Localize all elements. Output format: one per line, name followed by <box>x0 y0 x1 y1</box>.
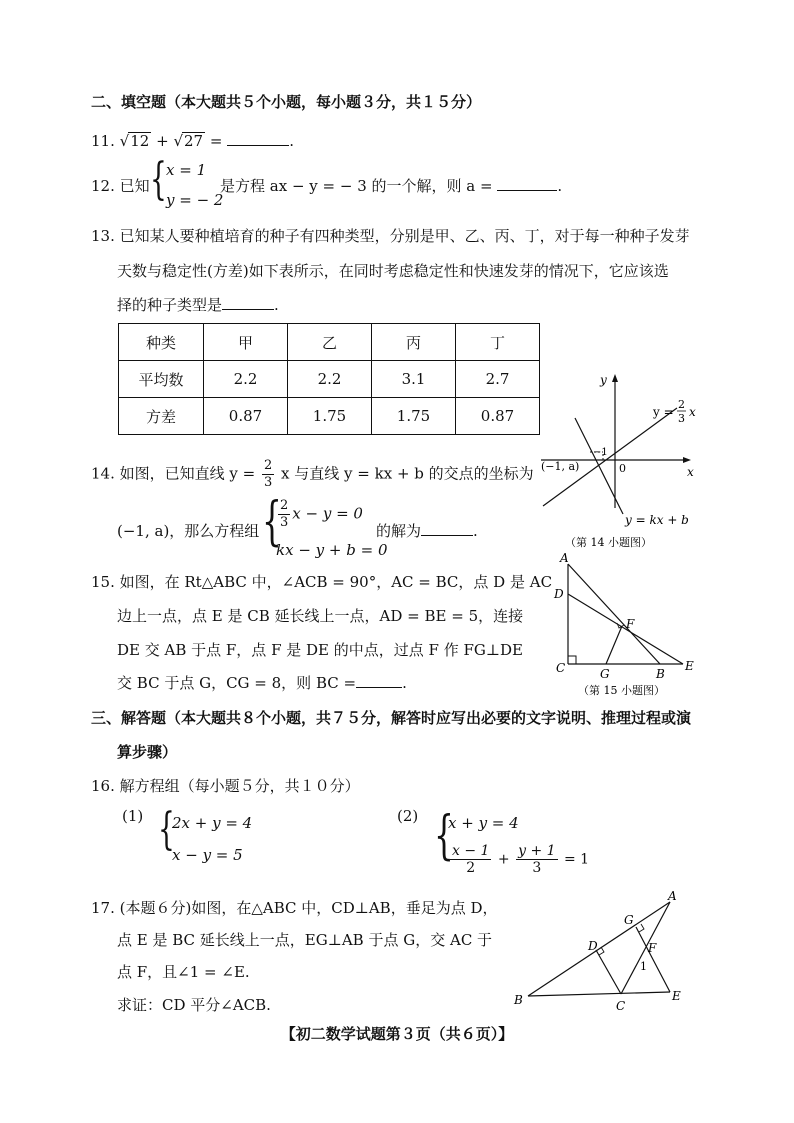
q16-p1-eq2: x − y = 5 <box>172 846 243 864</box>
table-header-cell: 甲 <box>204 324 288 361</box>
question-13-line-2: 天数与稳定性(方差)如下表所示，在同时考虑稳定性和快速发芽的情况下，它应该选 <box>117 262 669 280</box>
table-header-cell: 丙 <box>372 324 456 361</box>
question-13-line-3 <box>117 295 279 315</box>
q16-p2-eq1: x + y = 4 <box>448 814 519 832</box>
question-11 <box>91 131 294 151</box>
q14-line-2-b: 的解为 . <box>376 522 478 540</box>
line-y-2-3x <box>543 408 677 506</box>
question-15-line-4: 交 BC 于点 G，CG = 8，则 BC = . <box>117 674 407 692</box>
line1-label-suffix: x <box>689 405 696 419</box>
label-B: B <box>656 667 665 681</box>
answer-blank-14[interactable] <box>421 521 473 536</box>
label-E: E <box>685 659 694 673</box>
label-A: A <box>668 889 677 903</box>
seed-table <box>118 323 540 435</box>
label-F: F <box>648 941 657 955</box>
right-angle-mark <box>639 924 644 932</box>
question-17-line-2: 点 E 是 BC 延长线上一点，EG⊥AB 于点 G，交 AC 于 <box>117 931 493 949</box>
label-C: C <box>556 661 566 675</box>
question-13-line-1: 13. 已知某人要种植培育的种子有四种类型，分别是甲、乙、丙、丁，对于每一种种子发芽 <box>91 227 690 245</box>
q12-eq2: y = − 2 <box>166 191 224 209</box>
question-16-title: 16. 解方程组（每小题５分，共１０分） <box>91 777 360 795</box>
question-15-line-3: DE 交 AB 于点 F，点 F 是 DE 的中点，过点 F 作 FG⊥DE <box>117 641 523 659</box>
figure-14-caption: （第 14 小题图） <box>565 536 652 549</box>
page-footer: 【初二数学试题第３页（共６页）】 <box>280 1025 514 1043</box>
answer-blank-11[interactable] <box>227 131 289 146</box>
angle-1-label: 1 <box>640 960 647 973</box>
label-F: F <box>626 617 635 631</box>
period: . <box>289 132 295 150</box>
label-B: B <box>514 993 523 1007</box>
section-3-heading-line-1: 三、解答题（本大题共８个小题，共７５分，解答时应写出必要的文字说明、推理过程或演 <box>91 709 692 727</box>
figure-15-caption: （第 15 小题图） <box>578 684 665 697</box>
segment-CD <box>596 950 621 994</box>
section-3-heading-line-2: 算步骤） <box>117 743 178 761</box>
q14-sys-eq1: $\frac{2}{3}$ x − y = 0 <box>280 498 363 530</box>
point-label: (−1, a) <box>541 460 580 473</box>
equals-sign: = <box>209 132 223 150</box>
table-header-cell: 种类 <box>119 324 204 361</box>
y-axis-label: y <box>600 373 607 387</box>
minus-one-label: −1 <box>593 447 608 458</box>
table-row <box>119 361 540 398</box>
fraction: $\frac{2}{3}$ <box>263 458 273 490</box>
label-C: C <box>616 999 626 1013</box>
table-cell: 1.75 <box>288 398 372 435</box>
segment-AB <box>568 564 660 664</box>
section-2-heading: 二、填空题（本大题共５个小题，每小题３分，共１５分） <box>91 93 482 111</box>
x-axis-label: x <box>687 465 694 479</box>
q16-p2-eq2: $\frac{x - 1}{2}$ + $\frac{y + 1}{3}$ = 1 <box>452 843 590 876</box>
right-angle-mark <box>568 656 576 664</box>
table-header-row <box>119 324 540 361</box>
sqrt-symbol: √ <box>173 132 183 150</box>
segment-BE <box>528 992 670 996</box>
line1-label-prefix: y = <box>653 405 674 419</box>
figure-14 <box>535 368 710 553</box>
answer-blank-15[interactable] <box>356 673 402 688</box>
table-cell: 3.1 <box>372 361 456 398</box>
answer-blank-12[interactable] <box>497 176 557 191</box>
question-17-line-3: 点 F，且∠1 = ∠E. <box>117 963 250 981</box>
label-D: D <box>588 939 598 953</box>
q14-sys-eq2: kx − y + b = 0 <box>276 541 388 559</box>
table-cell: 0.87 <box>456 398 540 435</box>
question-13-text: 择的种子类型是 <box>117 296 223 314</box>
sqrt-symbol: √ <box>119 132 130 150</box>
question-17-line-1: 17. (本题６分)如图，在△ABC 中，CD⊥AB，垂足为点 D， <box>91 899 498 917</box>
period: . <box>557 177 563 195</box>
line-y-kx-b <box>575 418 623 514</box>
figure-15 <box>548 552 708 700</box>
table-header-cell: 乙 <box>288 324 372 361</box>
brace: { <box>150 154 167 205</box>
q14-text-a: 14. 如图，已知直线 y = <box>91 464 256 483</box>
table-cell: 平均数 <box>119 361 204 398</box>
brace: { <box>158 804 175 855</box>
q16-part-1-label: (1) <box>122 807 144 825</box>
y-axis-arrow-icon <box>612 374 618 382</box>
question-12-text: 是方程 ax − y = − 3 的一个解，则 a = <box>220 177 493 195</box>
question-12-prefix: 12. 已知 <box>91 177 150 195</box>
question-11-number: 11. <box>91 132 115 150</box>
table-cell: 1.75 <box>372 398 456 435</box>
line2-label: y = kx + b <box>625 513 689 527</box>
question-14-line-1 <box>91 458 534 491</box>
label-D: D <box>554 587 564 601</box>
table-cell: 2.2 <box>288 361 372 398</box>
table-cell: 0.87 <box>204 398 288 435</box>
answer-blank-13[interactable] <box>222 295 274 310</box>
figure-17 <box>508 888 708 1018</box>
brace: { <box>434 806 454 866</box>
table-cell: 2.2 <box>204 361 288 398</box>
question-15-line-2: 边上一点，点 E 是 CB 延长线上一点，AD = BE = 5，连接 <box>117 607 524 625</box>
label-A: A <box>560 552 569 565</box>
question-12 <box>220 176 562 196</box>
label-E: E <box>672 989 681 1003</box>
radicand-2: 27 <box>184 132 204 150</box>
label-G: G <box>600 667 610 681</box>
brace: { <box>262 492 282 552</box>
table-cell: 2.7 <box>456 361 540 398</box>
x-axis-arrow-icon <box>683 457 691 463</box>
line1-label-num: 2 <box>678 398 685 411</box>
question-17-line-4: 求证：CD 平分∠ACB. <box>117 996 271 1014</box>
origin-label: 0 <box>619 462 626 475</box>
label-G: G <box>624 913 634 927</box>
segment-FG <box>606 626 622 664</box>
q14-line-2-a: (−1, a)，那么方程组 <box>117 522 260 540</box>
table-row <box>119 398 540 435</box>
q14-text-b: x 与直线 y = kx + b 的交点的坐标为 <box>281 464 534 483</box>
q16-p1-eq1: 2x + y = 4 <box>172 814 253 832</box>
table-header-cell: 丁 <box>456 324 540 361</box>
radicand-1: 12 <box>130 132 150 150</box>
line1-label-den: 3 <box>678 412 685 425</box>
q16-part-2-label: (2) <box>397 807 419 825</box>
period: . <box>274 296 279 314</box>
plus-sign: + <box>156 132 169 150</box>
question-15-line-1: 15. 如图，在 Rt△ABC 中，∠ACB = 90°，AC = BC，点 D 是 AC <box>91 573 553 591</box>
table-cell: 方差 <box>119 398 204 435</box>
q12-eq1: x = 1 <box>166 161 207 179</box>
